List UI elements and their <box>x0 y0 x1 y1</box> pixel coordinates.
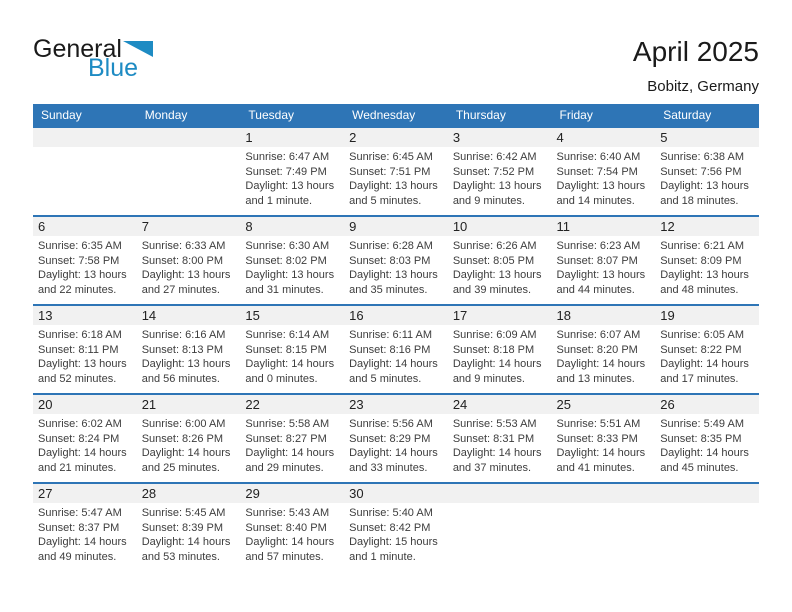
day-info <box>137 236 241 298</box>
weekday-header-saturday: Saturday <box>655 104 759 127</box>
sunset-text: Sunset: 7:51 PM <box>349 165 431 178</box>
week-row <box>33 127 759 216</box>
day-info <box>240 414 344 476</box>
day-cell <box>344 483 448 572</box>
weekday-header-wednesday: Wednesday <box>344 104 448 127</box>
day-info <box>33 503 137 565</box>
day-cell <box>33 394 137 483</box>
daylight-text: Daylight: 15 hours and 1 minute. <box>349 536 438 564</box>
day-cell <box>552 305 656 394</box>
sunrise-text: Sunrise: 6:11 AM <box>349 329 433 341</box>
day-number: 25 <box>552 395 656 414</box>
daylight-text: Daylight: 13 hours and 35 minutes. <box>349 269 438 297</box>
sunrise-text: Sunrise: 6:26 AM <box>452 240 537 252</box>
day-number: 27 <box>33 484 137 503</box>
day-cell <box>344 394 448 483</box>
sunrise-text: Sunrise: 6:16 AM <box>141 329 226 341</box>
day-cell <box>655 127 759 216</box>
empty-day-cell <box>137 127 241 216</box>
daylight-text: Daylight: 14 hours and 41 minutes. <box>556 447 646 475</box>
sunset-text: Sunset: 8:03 PM <box>349 254 431 267</box>
day-number: 22 <box>240 395 344 414</box>
day-info <box>33 236 137 298</box>
sunrise-text: Sunrise: 6:14 AM <box>245 329 330 341</box>
day-number: 29 <box>240 484 344 503</box>
day-info <box>552 236 656 298</box>
daylight-text: Daylight: 14 hours and 49 minutes. <box>38 536 127 564</box>
sunset-text: Sunset: 8:42 PM <box>349 521 431 534</box>
sunset-text: Sunset: 8:18 PM <box>452 343 535 356</box>
week-row <box>33 394 759 483</box>
day-number: 24 <box>448 395 552 414</box>
daylight-text: Daylight: 13 hours and 5 minutes. <box>349 180 438 208</box>
daylight-text: Daylight: 14 hours and 21 minutes. <box>38 447 127 475</box>
empty-day-cell <box>655 483 759 572</box>
day-cell <box>655 305 759 394</box>
sunset-text: Sunset: 8:27 PM <box>245 432 327 445</box>
day-number: 6 <box>33 217 137 236</box>
week-row <box>33 305 759 394</box>
day-info <box>448 414 552 476</box>
day-info <box>655 325 759 387</box>
sunset-text: Sunset: 8:15 PM <box>245 343 327 356</box>
day-info <box>240 236 344 298</box>
page-title: April 2025 <box>632 36 759 67</box>
sunrise-text: Sunrise: 6:18 AM <box>38 329 122 341</box>
sunset-text: Sunset: 8:29 PM <box>349 432 431 445</box>
sunset-text: Sunset: 7:49 PM <box>245 165 327 178</box>
sunrise-text: Sunrise: 5:58 AM <box>245 418 330 430</box>
daylight-text: Daylight: 14 hours and 13 minutes. <box>556 358 646 386</box>
daylight-text: Daylight: 13 hours and 22 minutes. <box>38 269 127 297</box>
day-info <box>137 325 241 387</box>
day-number: 3 <box>448 128 552 147</box>
sunrise-text: Sunrise: 5:56 AM <box>349 418 433 430</box>
daylight-text: Daylight: 14 hours and 25 minutes. <box>141 447 231 475</box>
day-number <box>448 484 552 503</box>
sunrise-text: Sunrise: 6:21 AM <box>660 240 744 252</box>
sunrise-text: Sunrise: 5:51 AM <box>556 418 641 430</box>
day-info <box>448 325 552 387</box>
day-cell <box>240 216 344 305</box>
daylight-text: Daylight: 14 hours and 37 minutes. <box>452 447 542 475</box>
day-number: 18 <box>552 306 656 325</box>
sunrise-text: Sunrise: 6:38 AM <box>660 151 744 163</box>
weekday-header-thursday: Thursday <box>448 104 552 127</box>
sunset-text: Sunset: 8:00 PM <box>141 254 224 267</box>
day-cell <box>33 483 137 572</box>
sunrise-text: Sunrise: 6:42 AM <box>452 151 537 163</box>
day-info <box>240 503 344 565</box>
weekday-header-row <box>33 104 759 127</box>
sunrise-text: Sunrise: 6:28 AM <box>349 240 433 252</box>
sunset-text: Sunset: 8:39 PM <box>141 521 224 534</box>
empty-day-cell <box>448 483 552 572</box>
day-number: 21 <box>137 395 241 414</box>
daylight-text: Daylight: 14 hours and 29 minutes. <box>245 447 335 475</box>
day-info <box>552 325 656 387</box>
sunrise-text: Sunrise: 6:05 AM <box>660 329 744 341</box>
sunset-text: Sunset: 8:35 PM <box>660 432 742 445</box>
sunset-text: Sunset: 8:16 PM <box>349 343 431 356</box>
calendar-table <box>33 104 759 572</box>
day-number: 11 <box>552 217 656 236</box>
daylight-text: Daylight: 13 hours and 14 minutes. <box>556 180 646 208</box>
sunset-text: Sunset: 7:54 PM <box>556 165 638 178</box>
day-info <box>344 503 448 565</box>
day-cell <box>137 305 241 394</box>
week-row <box>33 483 759 572</box>
day-number: 28 <box>137 484 241 503</box>
weekday-header-tuesday: Tuesday <box>240 104 344 127</box>
sunrise-text: Sunrise: 6:00 AM <box>141 418 226 430</box>
day-info <box>344 414 448 476</box>
day-number <box>655 484 759 503</box>
day-number: 20 <box>33 395 137 414</box>
day-cell <box>655 216 759 305</box>
sunrise-text: Sunrise: 6:33 AM <box>141 240 226 252</box>
sunset-text: Sunset: 8:11 PM <box>38 343 119 356</box>
logo-text-blue: Blue <box>88 54 139 82</box>
sunset-text: Sunset: 8:05 PM <box>452 254 535 267</box>
daylight-text: Daylight: 13 hours and 44 minutes. <box>556 269 646 297</box>
day-cell <box>137 216 241 305</box>
day-number: 12 <box>655 217 759 236</box>
day-number: 4 <box>552 128 656 147</box>
sunset-text: Sunset: 8:26 PM <box>141 432 224 445</box>
day-cell <box>137 394 241 483</box>
daylight-text: Daylight: 13 hours and 27 minutes. <box>141 269 231 297</box>
empty-day-cell <box>552 483 656 572</box>
sunset-text: Sunset: 8:02 PM <box>245 254 327 267</box>
sunrise-text: Sunrise: 5:53 AM <box>452 418 537 430</box>
calendar-body <box>33 127 759 572</box>
sunrise-text: Sunrise: 6:02 AM <box>38 418 122 430</box>
day-cell <box>240 483 344 572</box>
daylight-text: Daylight: 14 hours and 57 minutes. <box>245 536 335 564</box>
day-info <box>552 147 656 209</box>
daylight-text: Daylight: 14 hours and 0 minutes. <box>245 358 335 386</box>
daylight-text: Daylight: 13 hours and 48 minutes. <box>660 269 749 297</box>
daylight-text: Daylight: 13 hours and 56 minutes. <box>141 358 231 386</box>
day-number: 8 <box>240 217 344 236</box>
day-number: 14 <box>137 306 241 325</box>
day-info <box>344 147 448 209</box>
day-cell <box>448 305 552 394</box>
day-number: 17 <box>448 306 552 325</box>
day-info <box>344 236 448 298</box>
day-number: 15 <box>240 306 344 325</box>
day-number: 2 <box>344 128 448 147</box>
sunrise-text: Sunrise: 6:07 AM <box>556 329 641 341</box>
day-info <box>655 147 759 209</box>
sunrise-text: Sunrise: 6:47 AM <box>245 151 330 163</box>
weekday-header-monday: Monday <box>137 104 241 127</box>
day-number: 19 <box>655 306 759 325</box>
day-info <box>655 414 759 476</box>
sunset-text: Sunset: 8:40 PM <box>245 521 327 534</box>
weekday-header-sunday: Sunday <box>33 104 137 127</box>
day-number <box>33 128 137 147</box>
day-info <box>552 414 656 476</box>
day-info <box>240 325 344 387</box>
day-number: 10 <box>448 217 552 236</box>
daylight-text: Daylight: 14 hours and 9 minutes. <box>452 358 542 386</box>
day-cell <box>344 216 448 305</box>
day-info <box>33 325 137 387</box>
day-number <box>137 128 241 147</box>
daylight-text: Daylight: 13 hours and 9 minutes. <box>452 180 542 208</box>
day-info <box>137 503 241 565</box>
day-number: 23 <box>344 395 448 414</box>
weekday-header-friday: Friday <box>552 104 656 127</box>
day-number: 30 <box>344 484 448 503</box>
sunrise-text: Sunrise: 6:35 AM <box>38 240 122 252</box>
sunset-text: Sunset: 8:22 PM <box>660 343 742 356</box>
daylight-text: Daylight: 14 hours and 45 minutes. <box>660 447 749 475</box>
sunrise-text: Sunrise: 6:40 AM <box>556 151 641 163</box>
daylight-text: Daylight: 13 hours and 52 minutes. <box>38 358 127 386</box>
sunrise-text: Sunrise: 5:45 AM <box>141 507 226 519</box>
sunset-text: Sunset: 8:24 PM <box>38 432 120 445</box>
day-number: 16 <box>344 306 448 325</box>
sunrise-text: Sunrise: 5:47 AM <box>38 507 122 519</box>
sunset-text: Sunset: 8:37 PM <box>38 521 120 534</box>
day-info <box>655 236 759 298</box>
day-info <box>448 236 552 298</box>
day-cell <box>240 127 344 216</box>
sunrise-text: Sunrise: 5:40 AM <box>349 507 433 519</box>
day-number <box>552 484 656 503</box>
sunrise-text: Sunrise: 6:09 AM <box>452 329 537 341</box>
day-number: 1 <box>240 128 344 147</box>
day-cell <box>552 394 656 483</box>
day-info <box>33 414 137 476</box>
day-cell <box>552 127 656 216</box>
sunrise-text: Sunrise: 5:49 AM <box>660 418 744 430</box>
day-number: 5 <box>655 128 759 147</box>
day-cell <box>240 394 344 483</box>
sunset-text: Sunset: 7:58 PM <box>38 254 120 267</box>
sunset-text: Sunset: 8:07 PM <box>556 254 638 267</box>
daylight-text: Daylight: 14 hours and 17 minutes. <box>660 358 749 386</box>
sunset-text: Sunset: 8:31 PM <box>452 432 535 445</box>
day-number: 26 <box>655 395 759 414</box>
day-cell <box>448 216 552 305</box>
week-row <box>33 216 759 305</box>
day-info <box>240 147 344 209</box>
sunrise-text: Sunrise: 6:30 AM <box>245 240 330 252</box>
day-info <box>344 325 448 387</box>
day-cell <box>137 483 241 572</box>
sunrise-text: Sunrise: 5:43 AM <box>245 507 330 519</box>
day-cell <box>552 216 656 305</box>
day-cell <box>240 305 344 394</box>
empty-day-cell <box>33 127 137 216</box>
logo-text-general: General <box>33 35 122 63</box>
day-info <box>137 414 241 476</box>
sunset-text: Sunset: 7:56 PM <box>660 165 742 178</box>
day-cell <box>448 394 552 483</box>
location-subtitle: Bobitz, Germany <box>647 78 759 95</box>
sunrise-text: Sunrise: 6:45 AM <box>349 151 433 163</box>
day-cell <box>344 305 448 394</box>
day-number: 13 <box>33 306 137 325</box>
day-cell <box>655 394 759 483</box>
daylight-text: Daylight: 13 hours and 1 minute. <box>245 180 335 208</box>
daylight-text: Daylight: 14 hours and 53 minutes. <box>141 536 231 564</box>
day-cell <box>33 216 137 305</box>
sunset-text: Sunset: 8:20 PM <box>556 343 638 356</box>
sunrise-text: Sunrise: 6:23 AM <box>556 240 641 252</box>
daylight-text: Daylight: 14 hours and 33 minutes. <box>349 447 438 475</box>
day-cell <box>344 127 448 216</box>
daylight-text: Daylight: 13 hours and 39 minutes. <box>452 269 542 297</box>
day-number: 7 <box>137 217 241 236</box>
sunset-text: Sunset: 8:09 PM <box>660 254 742 267</box>
daylight-text: Daylight: 13 hours and 31 minutes. <box>245 269 335 297</box>
daylight-text: Daylight: 13 hours and 18 minutes. <box>660 180 749 208</box>
day-cell <box>448 127 552 216</box>
sunset-text: Sunset: 8:13 PM <box>141 343 224 356</box>
sunset-text: Sunset: 8:33 PM <box>556 432 638 445</box>
day-info <box>448 147 552 209</box>
general-blue-logo <box>33 36 193 92</box>
sunset-text: Sunset: 7:52 PM <box>452 165 535 178</box>
day-cell <box>33 305 137 394</box>
day-number: 9 <box>344 217 448 236</box>
daylight-text: Daylight: 14 hours and 5 minutes. <box>349 358 438 386</box>
